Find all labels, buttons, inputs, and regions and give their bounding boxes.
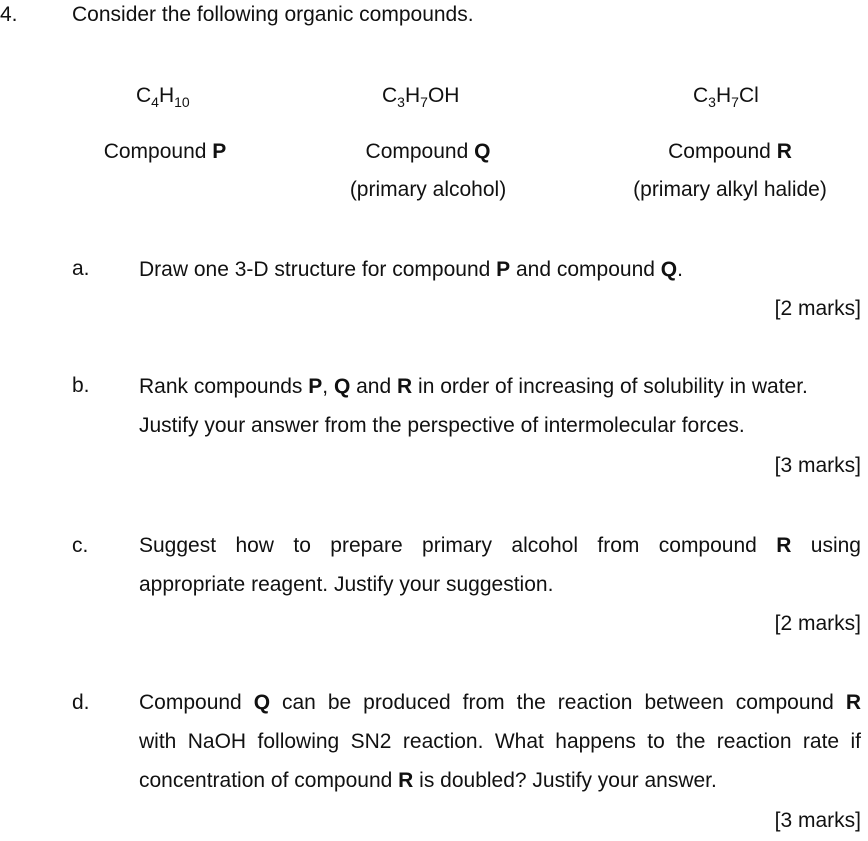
part-d-marks: [3 marks] — [774, 809, 861, 832]
question-number: 4. — [0, 3, 18, 26]
part-b-marks: [3 marks] — [774, 454, 861, 477]
compound-q-label: Compound Q — [365, 140, 491, 163]
part-d-text: Compound Q can be produced from the reaction between compound R with NaOH following SN2 reaction. What happens to the reaction rate if concentration of compound R is doubled? Justify your answer. — [139, 691, 861, 792]
formula-compound-r: $C_3H_7Cl$ — [693, 84, 759, 110]
compound-p-label: Compound P — [103, 140, 227, 163]
compound-q-description: (primary alcohol) — [349, 178, 507, 201]
formula-compound-p: $C_4H_{10}$ — [136, 84, 190, 110]
part-a-letter: a. — [72, 257, 90, 280]
part-c-text: Suggest how to prepare primary alcohol from compound R using appropriate reagent. Justify your suggestion. — [139, 534, 861, 596]
part-c-letter: c. — [72, 534, 89, 557]
part-c-marks: [2 marks] — [774, 612, 861, 635]
question-intro: Consider the following organic compounds. — [72, 3, 474, 26]
part-b-text: Rank compounds P, Q and R in order of increasing of solubility in water. Justify your answer from the perspective of intermolecular forces. — [139, 375, 808, 437]
compound-r-label: Compound R — [668, 140, 792, 163]
formula-compound-q: $C_3H_7OH$ — [382, 84, 460, 110]
part-d-letter: d. — [72, 691, 90, 714]
part-a-marks: [2 marks] — [774, 297, 861, 320]
compound-r-description: (primary alkyl halide) — [633, 178, 827, 201]
part-b-letter: b. — [72, 374, 90, 397]
part-a-text: Draw one 3-D structure for compound P and compound Q. — [139, 258, 683, 281]
